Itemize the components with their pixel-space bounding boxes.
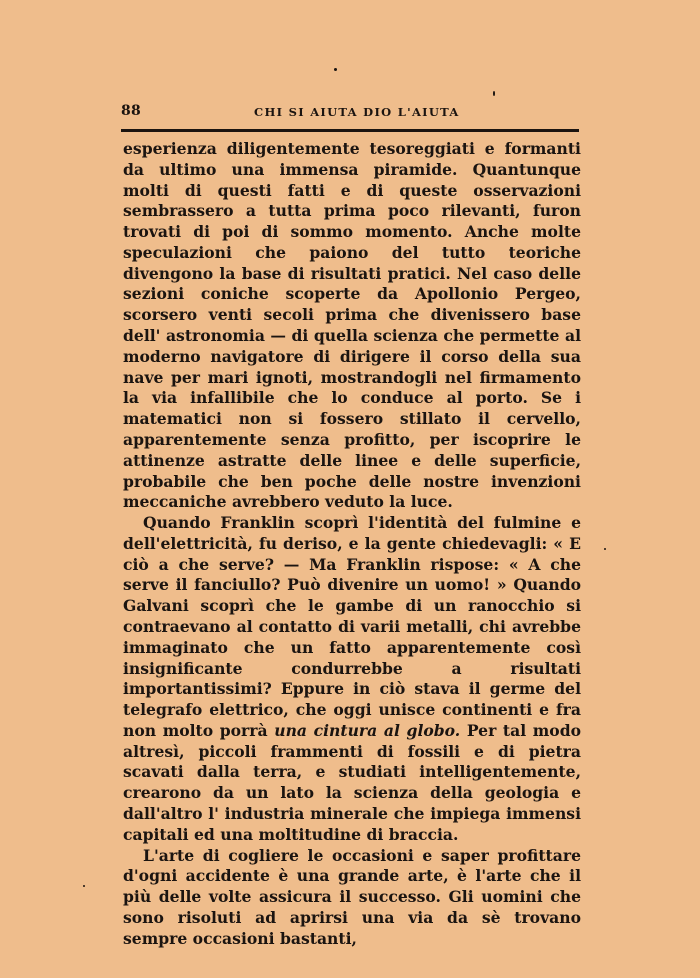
print-speck (604, 548, 606, 550)
paragraph-2 (123, 513, 581, 846)
paragraph-2-emphasis: una cintura al globo. (274, 720, 461, 740)
running-title: CHI SI AIUTA DIO L'AIUTA (254, 105, 460, 119)
page-number: 88 (121, 103, 141, 119)
print-speck (334, 68, 337, 71)
print-speck (83, 885, 85, 887)
paragraph-3: L'arte di cogliere le occasioni e saper profittare d'ogni accidente è una grande arte, è l'arte che il più delle volte assicura il successo. Gli uomini che sono risoluti ad aprirsi una via da sè trovano sempre occasioni bastanti, (123, 845, 581, 948)
paragraph-2-text-after: Per tal modo altresì, piccoli frammenti di fossili e di pietra scavati dalla terra, e studiati intelligentemente, crearono da un lato la scienza della geologia e dall'altro l' industria minerale che impiega immensi capitali ed una moltitudine di braccia. (123, 720, 581, 844)
body-text (123, 139, 581, 949)
print-speck (493, 91, 495, 96)
running-header (121, 103, 579, 125)
header-rule (121, 129, 579, 132)
paragraph-1: esperienza diligentemente tesoreggiati e formanti da ultimo una immensa piramide. Quantunque molti di questi fatti e di queste osservazioni sembrassero a tutta prima poco rilevanti, furon trovati di poi di sommo momento. Anche molte speculazioni che paiono del tutto teoriche divengono la base di risultati pratici. Nel caso delle sezioni coniche scoperte da Apollonio Pergeo, scorsero venti secoli prima che divenissero base dell' astronomia — di quella scienza che permette al moderno navigatore di dirigere il corso della sua nave per mari ignoti, mostrandogli nel firmamento la via infallibile che lo conduce al porto. Se i matematici non si fossero stillato il cervello, apparentemente senza profitto, per iscoprire le attinenze astratte delle linee e delle superficie, probabile che ben poche delle nostre invenzioni meccaniche avrebbero veduto la luce. (123, 139, 581, 512)
paragraph-2-text-before: Quando Franklin scoprì l'identità del fulmine e dell'elettricità, fu deriso, e la gente chiedevagli: « E ciò a che serve? — Ma Franklin rispose: « A che serve il fanciullo? Può divenire un uomo! » Quando Galvani scoprì che le gambe di un ranocchio si contraevano al contatto di varii metalli, chi avrebbe immaginato che un fatto apparentemente così insignificante condurrebbe a risultati importantissimi? Eppure in ciò stava il germe del telegrafo elettrico, che oggi unisce continenti e fra non molto porrà (123, 513, 581, 740)
